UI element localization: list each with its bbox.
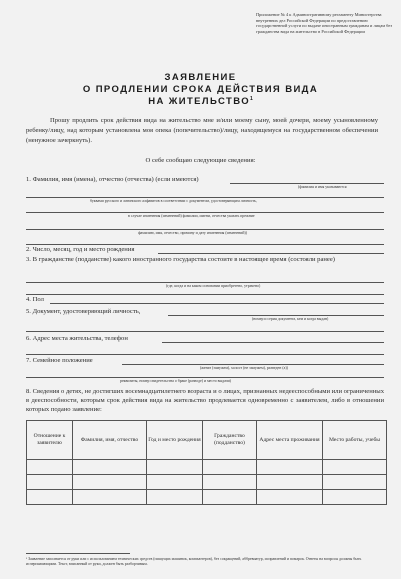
field-3-input-line[interactable] <box>26 282 384 283</box>
field-7-label: 7. Семейное положение <box>26 357 93 364</box>
field-1-caption-3: в случае изменения (изменений) фамилии, имени, отчества указать прежние <box>128 214 255 218</box>
col-header-full-name: Фамилия, имя, отчество <box>73 421 147 460</box>
field-7-input-line-2[interactable] <box>26 377 384 378</box>
table-cell[interactable] <box>257 490 323 505</box>
footnote-text: ¹ Заявление заполняется от руки или с использованием технических средств (пишущих машинок, компьютеров), без сокращений, аббревиатур, исправлений и помарок. Ответы на вопросы должны быть исчерпывающими. Текст, вписанный от руки, должен быть разборчивым. <box>26 557 362 567</box>
table-cell[interactable] <box>73 475 147 490</box>
field-6-label: 6. Адрес места жительства, телефон <box>26 335 128 342</box>
children-table <box>26 420 387 505</box>
field-7-input-line[interactable] <box>122 364 384 365</box>
table-cell[interactable] <box>203 475 257 490</box>
field-6-input-line[interactable] <box>162 342 384 343</box>
field-1-caption-2: буквами русского и латинского алфавитов в соответствии с документом, удостоверяющим личность, <box>90 199 257 203</box>
field-1-label: 1. Фамилия, имя (имена), отчество (отчества) (если имеются) <box>26 176 199 183</box>
table-row <box>27 475 387 490</box>
field-7-caption-1: (женат (замужем), холост (не замужем), разведен (а)) <box>200 366 288 370</box>
field-2-label: 2. Число, месяц, год и место рождения <box>26 246 135 253</box>
form-title-line-1: ЗАЯВЛЕНИЕ <box>164 72 237 83</box>
field-1-input-line-4[interactable] <box>26 229 384 230</box>
field-4-input-line[interactable] <box>50 303 384 304</box>
form-title-line-3-text: НА ЖИТЕЛЬСТВО <box>148 96 251 108</box>
table-cell[interactable] <box>27 460 73 475</box>
table-cell[interactable] <box>147 460 203 475</box>
table-cell[interactable] <box>323 490 387 505</box>
table-cell[interactable] <box>27 490 73 505</box>
col-header-work-study: Место работы, учебы <box>323 421 387 460</box>
col-header-birth: Год и место рождения <box>147 421 203 460</box>
field-3-label: 3. В гражданстве (подданстве) какого иностранного государства состоите в настоящее время (состояли ранее) <box>26 256 335 263</box>
footnote-divider <box>26 553 130 554</box>
table-cell[interactable] <box>147 490 203 505</box>
table-cell[interactable] <box>203 460 257 475</box>
intro-paragraph <box>26 116 378 146</box>
field-5-input-line[interactable] <box>168 315 384 316</box>
table-cell[interactable] <box>73 490 147 505</box>
field-6-input-line-2[interactable] <box>26 354 384 355</box>
field-1-input-line[interactable] <box>230 183 384 184</box>
field-5-caption: (номер и серия документа, кем и когда выдан) <box>252 317 329 321</box>
field-7-caption-2: реквизиты, номер свидетельства о браке (разводе) и место выдачи) <box>120 379 231 383</box>
footnote-mark: 1 <box>250 96 253 102</box>
form-title-line-3 <box>0 96 401 107</box>
field-1-caption-1: (фамилия и имя указываются <box>298 185 347 189</box>
field-5-input-line-2[interactable] <box>26 331 384 332</box>
field-4-label: 4. Пол <box>26 296 44 303</box>
table-cell[interactable] <box>323 460 387 475</box>
appendix-note: Приложение № 4 к Административному регламенту Министерства внутренних дел Российской Федерации по предоставлению государственной услуги по выдаче иностранным гражданам и лицам без гражданства вида на жительство в Российской Федерации <box>256 12 393 34</box>
form-title-line-2: О ПРОДЛЕНИИ СРОКА ДЕЙСТВИЯ ВИДА <box>82 84 319 95</box>
field-5-label: 5. Документ, удостоверяющий личность, <box>26 308 141 315</box>
col-header-relation: Отношение к заявителю <box>27 421 73 460</box>
table-cell[interactable] <box>203 490 257 505</box>
field-8-label: 8. Сведения о детях, не достигших восемнадцатилетнего возраста и о лицах, признанных недееспособными или ограниченных в дееспособности, которым срок действия вида на жительство продлевается одновременно с заявителем, либо в отношении которых подано заявление: <box>26 388 384 413</box>
intro-text: Прошу продлить срок действия вида на жительство мне и/или моему сыну, моей дочери, моему усыновленному ребенку/лицу, над которым установлена моя опека (попечительство)/лицу, находящемуся на государственном обеспечении (ненужное зачеркнуть). <box>26 117 378 144</box>
table-cell[interactable] <box>73 460 147 475</box>
table-cell[interactable] <box>27 475 73 490</box>
col-header-address: Адрес места проживания <box>257 421 323 460</box>
field-2-input-line[interactable] <box>158 253 384 254</box>
field-1-input-line-5[interactable] <box>26 244 384 245</box>
table-cell[interactable] <box>257 475 323 490</box>
table-cell[interactable] <box>147 475 203 490</box>
about-heading: О себе сообщаю следующие сведения: <box>145 157 256 164</box>
children-table-header-row <box>27 421 387 460</box>
field-3-caption: (где, когда и на каком основании приобретено, утрачено) <box>166 284 261 288</box>
field-3-input-line-2[interactable] <box>26 294 384 295</box>
table-row <box>27 460 387 475</box>
table-cell[interactable] <box>257 460 323 475</box>
field-1-input-line-2[interactable] <box>26 197 384 198</box>
field-1-caption-4: фамилию, имя, отчество, причину и дату изменения (изменений)) <box>138 231 248 235</box>
table-cell[interactable] <box>323 475 387 490</box>
col-header-citizenship: Гражданство (подданство) <box>203 421 257 460</box>
field-1-input-line-3[interactable] <box>26 212 384 213</box>
table-row <box>27 490 387 505</box>
